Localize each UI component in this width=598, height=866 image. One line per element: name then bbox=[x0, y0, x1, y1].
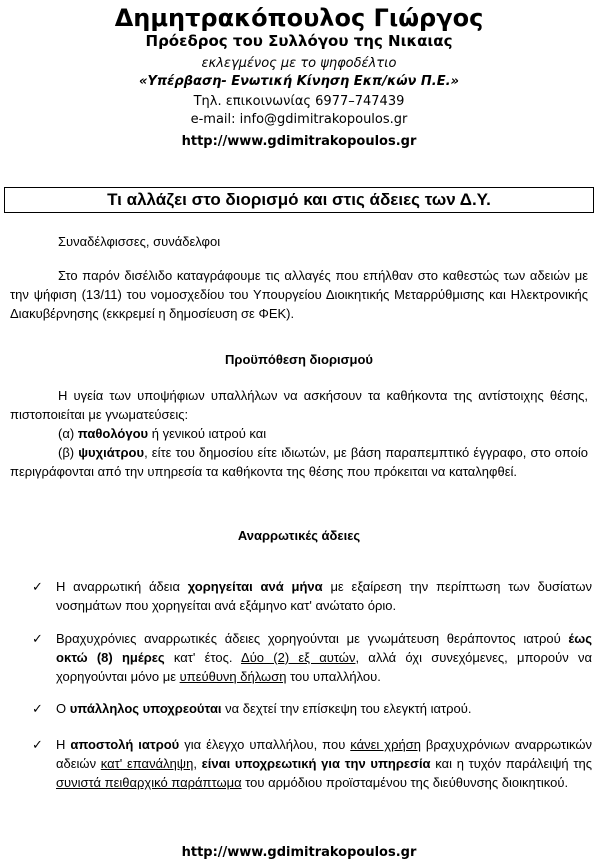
check-icon: ✓ bbox=[32, 737, 43, 752]
author-role: Πρόεδρος του Συλλόγου της Νικαιας bbox=[145, 32, 453, 50]
bullet-4-text: Η bbox=[56, 737, 71, 752]
bullet-4-text-6: του αρμόδιου προϊσταμένου της διεύθυνσης διοικητικού. bbox=[241, 775, 569, 790]
bullet-2-text-3: , αλλά όχι συνεχόμενες, μπορούν να χορηγούνται μόνο με bbox=[56, 650, 593, 684]
elected-line: εκλεγμένος με το ψηφοδέλτιο bbox=[201, 56, 397, 71]
bullet-3-text: Ο bbox=[56, 701, 70, 716]
list-item-b-prefix: (β) bbox=[58, 445, 79, 460]
list-item-b-rest: , είτε του δημοσίου είτε ιδιωτών, με βάση παραπεμπτικό έγγραφο, στο οποίο περιγράφονται από την υπηρεσία τα καθήκοντα της θέσης που πρόκειται να καταληφθεί. bbox=[10, 445, 588, 479]
check-icon: ✓ bbox=[32, 579, 43, 594]
check-icon: ✓ bbox=[32, 701, 43, 716]
phone-line: Τηλ. επικοινωνίας 6977–747439 bbox=[193, 94, 405, 109]
check-icon: ✓ bbox=[32, 631, 43, 646]
bullet-4-text-4: , bbox=[193, 756, 202, 771]
greeting: Συναδέλφισσες, συνάδελφοι bbox=[58, 234, 221, 249]
list-item-b bbox=[10, 443, 588, 481]
bullet-1-bold: χορηγείται ανά μήνα bbox=[187, 579, 323, 594]
bullet-2-text-4: του υπαλλήλου. bbox=[286, 669, 381, 684]
intro-paragraph: Στο παρόν δισέλιδο καταγράφουμε τις αλλαγές που επήλθαν στο καθεστώς των αδειών με την ψήφιση (13/11) του νομοσχεδίου του Υπουργείου Διοικητικής Μεταρρύθμισης και Ηλεκτρονικής Διακυβέρνησης (εκκρεμεί η δημοσίευση σε ΦΕΚ). bbox=[10, 268, 588, 321]
bullet-2-text: Βραχυχρόνιες αναρρωτικές άδειες χορηγούνται με γνωμάτευση θεράποντος ιατρού bbox=[56, 631, 569, 646]
bullet-1-text: Η αναρρωτική άδεια bbox=[56, 579, 188, 594]
list-item-a bbox=[10, 424, 588, 443]
email-line[interactable]: e-mail: info@gdimitrakopoulos.gr bbox=[190, 112, 408, 127]
bullet-4-bold-1: αποστολή ιατρού bbox=[70, 737, 180, 752]
party-name: «Υπέρβαση- Ενωτική Κίνηση Εκπ/κών Π.Ε.» bbox=[139, 74, 459, 89]
bullet-2-underline-2: υπεύθυνη δήλωση bbox=[179, 669, 287, 684]
list-item-a-rest: ή γενικού ιατρού και bbox=[148, 426, 267, 441]
bullet-3-bold: υπάλληλος υποχρεούται bbox=[69, 701, 222, 716]
bullet-item-1 bbox=[32, 577, 592, 615]
bullet-4-text-3: βραχυχρόνιων αναρρωτικών αδειών bbox=[56, 737, 592, 771]
list-item-a-prefix: (α) bbox=[58, 426, 78, 441]
bullet-4-underline-2: κατ' επανάληψη bbox=[100, 756, 194, 771]
health-paragraph: Η υγεία των υποψήφιων υπαλλήλων να ασκήσουν τα καθήκοντα της αντίστοιχης θέσης, πιστοποιείται με γνωματεύσεις: bbox=[10, 388, 588, 422]
section-heading-sick-leave: Αναρρωτικές άδειες bbox=[237, 528, 361, 543]
bullet-2-text-2: κατ' έτος. bbox=[164, 650, 242, 665]
bullet-3-text-2: να δεχτεί την επίσκεψη του ελεγκτή ιατρού. bbox=[221, 701, 472, 716]
section-heading-appointment: Προϋπόθεση διορισμού bbox=[225, 352, 373, 367]
bullet-4-text-2: για έλεγχο υπαλλήλου, που bbox=[179, 737, 351, 752]
list-item-b-bold: ψυχιάτρου bbox=[78, 445, 145, 460]
bullet-2-underline-1: Δύο (2) εξ αυτών bbox=[241, 650, 356, 665]
footer-website-link[interactable]: http://www.gdimitrakopoulos.gr bbox=[181, 845, 417, 860]
bullet-4-underline-3: συνιστά πειθαρχικό παράπτωμα bbox=[56, 775, 242, 790]
list-item-a-bold: παθολόγου bbox=[77, 426, 149, 441]
bullet-item-3 bbox=[32, 699, 592, 718]
website-link[interactable]: http://www.gdimitrakopoulos.gr bbox=[181, 134, 417, 149]
bullet-2-bold: έως οκτώ (8) ημέρες bbox=[56, 631, 592, 665]
bullet-item-2 bbox=[32, 629, 592, 686]
bullet-4-underline-1: κάνει χρήση bbox=[350, 737, 421, 752]
document-title: Τι αλλάζει στο διορισμό και στις άδειες των Δ.Υ. bbox=[4, 187, 594, 213]
bullet-4-text-5: και η τυχόν παράλειψή της bbox=[430, 756, 592, 771]
bullet-item-4 bbox=[32, 735, 592, 792]
bullet-1-text-2: με εξαίρεση την περίπτωση των δυσίατων νοσημάτων που χορηγείται ανά εξάμηνο κατ' ανώτατο όριο. bbox=[56, 579, 592, 613]
bullet-4-bold-2: είναι υποχρεωτική για την υπηρεσία bbox=[201, 756, 431, 771]
author-name: Δημητρακόπουλος Γιώργος bbox=[114, 4, 484, 32]
